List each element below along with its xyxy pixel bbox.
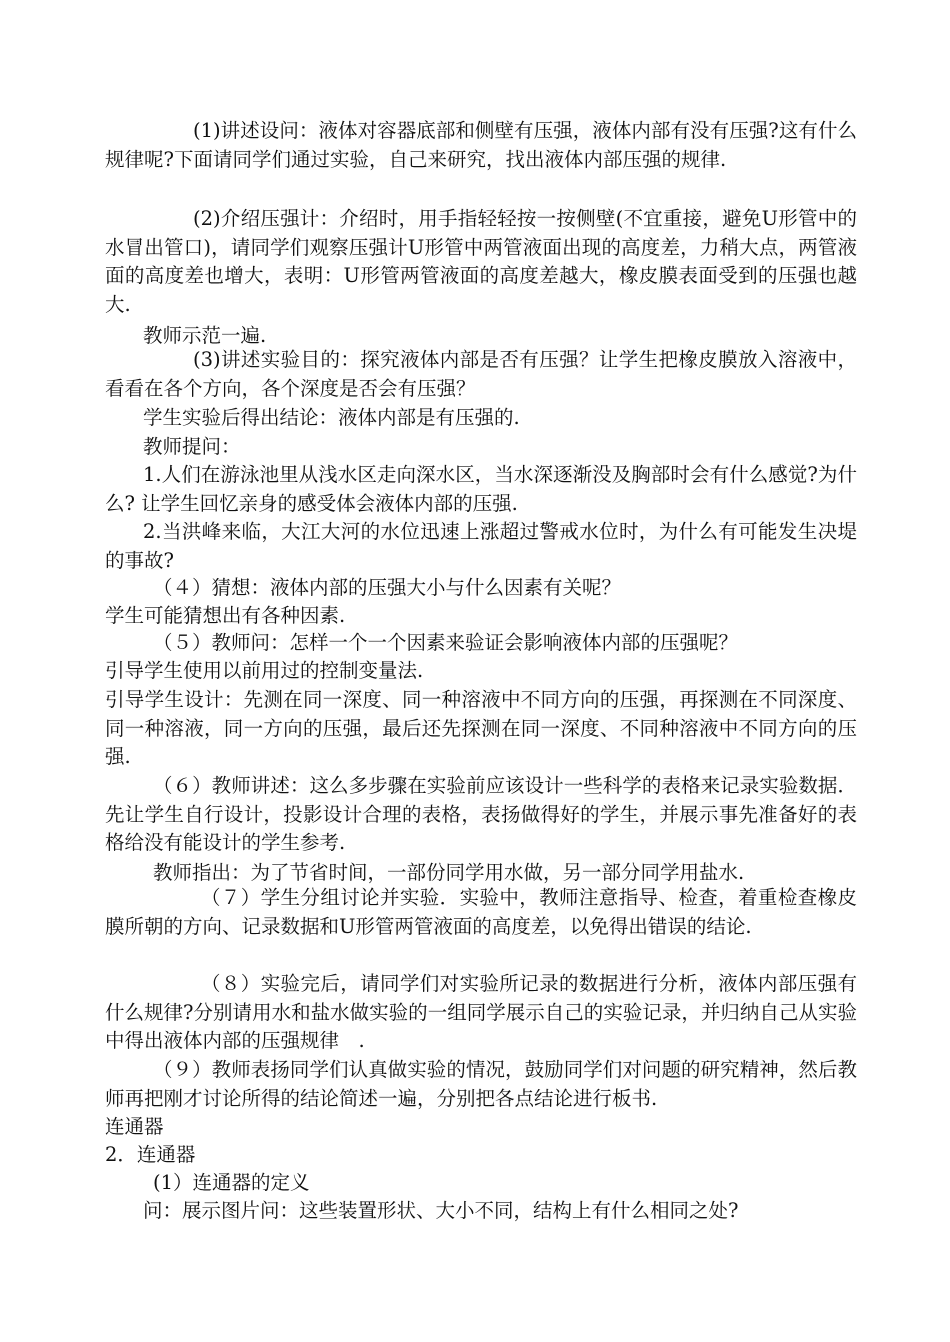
paragraph-4: (3)讲述实验目的：探究液体内部是否有压强？让学生把橡皮膜放入溶液中，看看在各个方向，各个深度是否会有压强？ [105,348,857,400]
paragraph-2: (2)介绍压强计：介绍时，用手指轻轻按一按侧壁(不宜重接，避免U形管中的水冒出管口)，请同学们观察压强计U形管中两管液面出现的高度差，力稍大点，两管液面的高度差也增大，表明：U形管两管液面的高度差越大，橡皮膜表面受到的压强也越大. [105,207,857,316]
paragraph-22: 问：展示图片问：这些装置形状、大小不同，结构上有什么相同之处? [143,1199,739,1222]
paragraph-12: 引导学生使用以前用过的控制变量法. [105,659,424,682]
section-heading: 连通器 [105,1115,164,1138]
paragraph-11: （５）教师问：怎样一个一个因素来验证会影响液体内部的压强呢？ [153,631,739,654]
paragraph-5: 学生实验后得出结论：液体内部是有压强的. [143,406,520,429]
paragraph-6: 教师提问： [143,435,241,458]
paragraph-17: （８）实验完后，请同学们对实验所记录的数据进行分析，液体内部压强有什么规律?分别请用水和盐水做实验的一组同学展示自己的实验记录，并归纳自己从实验中得出液体内部的压强规律 . [105,972,857,1052]
paragraph-10: 学生可能猜想出有各种因素. [105,604,346,627]
paragraph-7: 1.人们在游泳池里从浅水区走向深水区，当水深逐渐没及胸部时会有什么感觉?为什么? 让学生回忆亲身的感受体会液体内部的压强. [105,463,857,515]
paragraph-18: （９）教师表扬同学们认真做实验的情况，鼓励同学们对问题的研究精神，然后教师再把刚才讨论所得的结论简述一遍，分别把各点结论进行板书. [105,1058,857,1110]
subsection-heading: 2．连通器 [105,1143,196,1166]
paragraph-8: 2.当洪峰来临，大江大河的水位迅速上涨超过警戒水位时，为什么有可能发生决堤的事故? [105,520,857,572]
paragraph-14: （６）教师讲述：这么多步骤在实验前应该设计一些科学的表格来记录实验数据．先让学生自行设计，投影设计合理的表格，表扬做得好的学生，并展示事先准备好的表格给没有能设计的学生参考. [105,774,857,854]
paragraph-1: (1)讲述设问：液体对容器底部和侧壁有压强，液体内部有没有压强?这有什么规律呢?下面请同学们通过实验，自己来研究，找出液体内部压强的规律. [105,119,857,171]
paragraph-15: 教师指出：为了节省时间，一部份同学用水做，另一部分同学用盐水. [153,861,745,884]
paragraph-21: (1）连通器的定义 [153,1171,310,1194]
paragraph-16: （７）学生分组讨论并实验．实验中，教师注意指导、检查，着重检查橡皮膜所朝的方向、记录数据和U形管两管液面的高度差，以免得出错误的结论. [105,886,857,938]
paragraph-9: （４）猜想：液体内部的压强大小与什么因素有关呢？ [153,576,622,599]
paragraph-13: 引导学生设计：先测在同一深度、同一种溶液中不同方向的压强，再探测在不同深度、同一种溶液，同一方向的压强，最后还先探测在同一深度、不同种溶液中不同方向的压强. [105,688,857,768]
paragraph-3: 教师示范一遍. [143,324,267,347]
